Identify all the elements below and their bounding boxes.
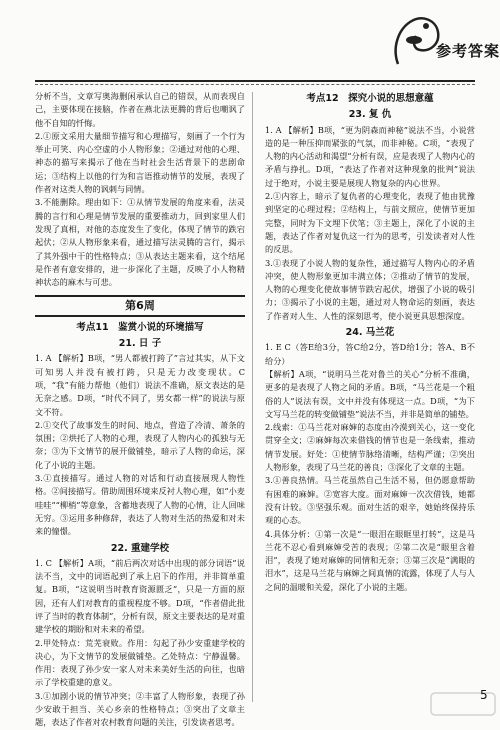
left-intro-paragraph-1: 分析不当，文章写奥海删闲承认自己的错误，从而表现自己，主要体现在接脑，作者在燕北法更腾的背后也嘲讽了他不自知的忏悔。: [35, 91, 245, 128]
week-banner: 第6周: [35, 295, 245, 316]
item21-title: 21. 日 子: [118, 338, 162, 350]
header-rule: [35, 80, 475, 82]
left-column: [35, 90, 245, 730]
header-decoration-icon: [384, 6, 444, 81]
item24-paragraph-3: 2.线索：①马兰花对麻婶的态度由冷漠到关心，这一变化贯穿全文；②麻婶每次来借钱的情节也是一条线索，推动情节发展。好处：①使情节脉络清晰，结构严谨；②突出人物形象，表现了马兰花的善良；③深化了文章的主题。: [265, 422, 475, 473]
item22-paragraph-2: 2.甲处特点：荒芜衰败。作用：勾起了孙少安重建学校的决心，为下文情节的发展做铺垫。乙处特点：宁静温馨。作用：表现了孙少安一家人对未来美好生活的向往，也暗示了学校重建的意义。: [35, 637, 245, 688]
right-topic-title: 考点12 探究小说的思想意蕴: [306, 93, 434, 104]
item24-paragraph-2: 【解析】A项，“说明马兰花对鲁兰的关心”分析不准确，更多的是表现了人物之间的矛盾。B项，“马兰花是一个粗俗的人”说法有误，文中并没有体现这一点。D项，“为下文写马兰花的转变做铺垫”说法不当，并非是简单的铺垫。: [265, 368, 475, 419]
item21-paragraph-2: 2.①交代了故事发生的时间、地点，营造了冷清、萧条的氛围；②烘托了人物的心理，表现了人物内心的孤独与无奈；③为下文情节的展开做铺垫，暗示了人物的命运，深化了小说的主题。: [35, 419, 245, 470]
item23-paragraph-2: 2.①内容上，暗示了复仇者的心理变化，表现了他由犹豫到坚定的心理过程；②结构上，与前文照应，使情节更加完整，同时为下文埋下伏笔；③主题上，深化了小说的主题，表达了作者对复仇这一行为的思考，引发读者对人性的反思。: [265, 191, 475, 255]
left-topic-title: 考点11 鉴赏小说的环境描写: [76, 321, 204, 333]
right-column: [265, 90, 475, 594]
item24-paragraph-4: 3.①善良热情。马兰花虽然自己生活不易，但仍愿意帮助有困难的麻婶。②宽容大度。面对麻婶一次次借钱，她都没有计较。③坚强乐观。面对生活的艰辛，她始终保持乐观的心态。: [265, 475, 475, 526]
item22-paragraph-1: 1. C 【解析】A项，“前后两次对话中出现的部分词语”说法不当，文中的词语起到了承上启下的作用，并非简单重复。B项，“这说明当时教育资源匮乏”，只是一方面的原因，还有人们对教育的重视程度不够。D项，“作者借此批评了当时的教育体制”，分析有误，原文主要表达的是对重建学校的期盼和对未来的希望。: [35, 557, 245, 635]
left-intro-paragraph-3: 3.不能删除。理由如下：①从情节发展的角度来看，法灵腾的言行和心理是情节发展的重要推动力，回到家里人们发现了真相，对他的态度发生了变化，体现了情节的跌宕起伏；②从人物形象来看，通过描写法灵腾的言行，揭示了其外强中干的性格特点；③从表达主题来看，这个结尾是作者有意安排的，进一步深化了主题，反映了小人物精神状态的麻木与可悲。: [35, 197, 245, 288]
item23-title: 23. 复 仇: [348, 109, 392, 121]
item21-paragraph-1: 1. A 【解析】B项，“男人都被打跨了”言过其实，从下文可知男人并没有被打跨，只是无力改变现状。C项，“我”有能力帮他（他们）说法不准确，原文表达的是无奈之感。D项，“时代不同了，男女都一样”的说法与原文不符。: [35, 353, 245, 417]
item24-paragraph-1: 1. E C（答E给3分，答C给2分，答D给1分；答A、B不给分）: [265, 342, 475, 366]
item24-paragraph-5: 4.具体分析：①第一次是“一眼泪在眼眶里打转”，这是马兰花不忍心看到麻婶受苦的表现；②第二次是“眼里含着泪”，表现了她对麻婶的同情和无奈；③第三次是“满眼的泪水”，这是马兰花与麻婶之间真情的流露，体现了人与人之间的温暖和关爱，深化了小说的主题。: [265, 528, 475, 592]
page-number: 5: [480, 688, 488, 702]
item22-paragraph-3: 3.①加剧小说的情节冲突；②丰富了人物形象，表现了孙少安敢于担当、关心乡亲的性格特点；③突出了文章主题，表达了作者对农村教育问题的关注，引发读者思考。: [35, 690, 245, 728]
item21-paragraph-3: 3.①直接描写。通过人物的对话和行动直接展现人物性格。②间接描写。借助周围环境来反衬人物心理，如“小麦哇哇”“柳梢”等意象，含蓄地表现了人物的心情，让人回味无穷。③运用多种修辞，表达了人物对生活的热爱和对未来的憧憬。: [35, 473, 245, 537]
item22-title: 22. 重建学校: [110, 542, 170, 554]
item23-paragraph-1: 1. A 【解析】B项，“更为阴森而神秘”说法不当，小说营造的是一种压抑而紧张的气氛，而非神秘。C项，“表现了人物的内心活动和渴望”分析有误，应是表现了人物内心的矛盾与挣扎。D项，“表达了作者对这种现象的批判”说法过于绝对，小说主要是展现人物复杂的内心世界。: [265, 124, 475, 188]
item24-title: 24. 马兰花: [345, 327, 395, 339]
item23-paragraph-3: 3.①表现了小说人物的复杂性，通过描写人物内心的矛盾冲突，使人物形象更加丰满立体；②推动了情节的发展，人物的心理变化使故事情节跌宕起伏，增强了小说的吸引力；③揭示了小说的主题，通过对人物命运的刻画，表达了作者对人生、人性的深刻思考，使小说更具思想深度。: [265, 257, 475, 321]
column-divider: [252, 92, 253, 702]
left-intro-paragraph-2: 2.①原文采用大量细节描写和心理描写，刻画了一个行为举止可笑、内心空虚的小人物形象；②通过对他的心理、神态的描写来揭示了他在当时社会生活背景下的悲剧命运；③结构上以他的行为和言语推动情节的发展，表现了作者对这类人物的讽刺与同情。: [35, 130, 245, 195]
page-header: [0, 0, 500, 86]
page-header-title: 参考答案: [436, 42, 500, 60]
header-dash: [35, 84, 475, 85]
